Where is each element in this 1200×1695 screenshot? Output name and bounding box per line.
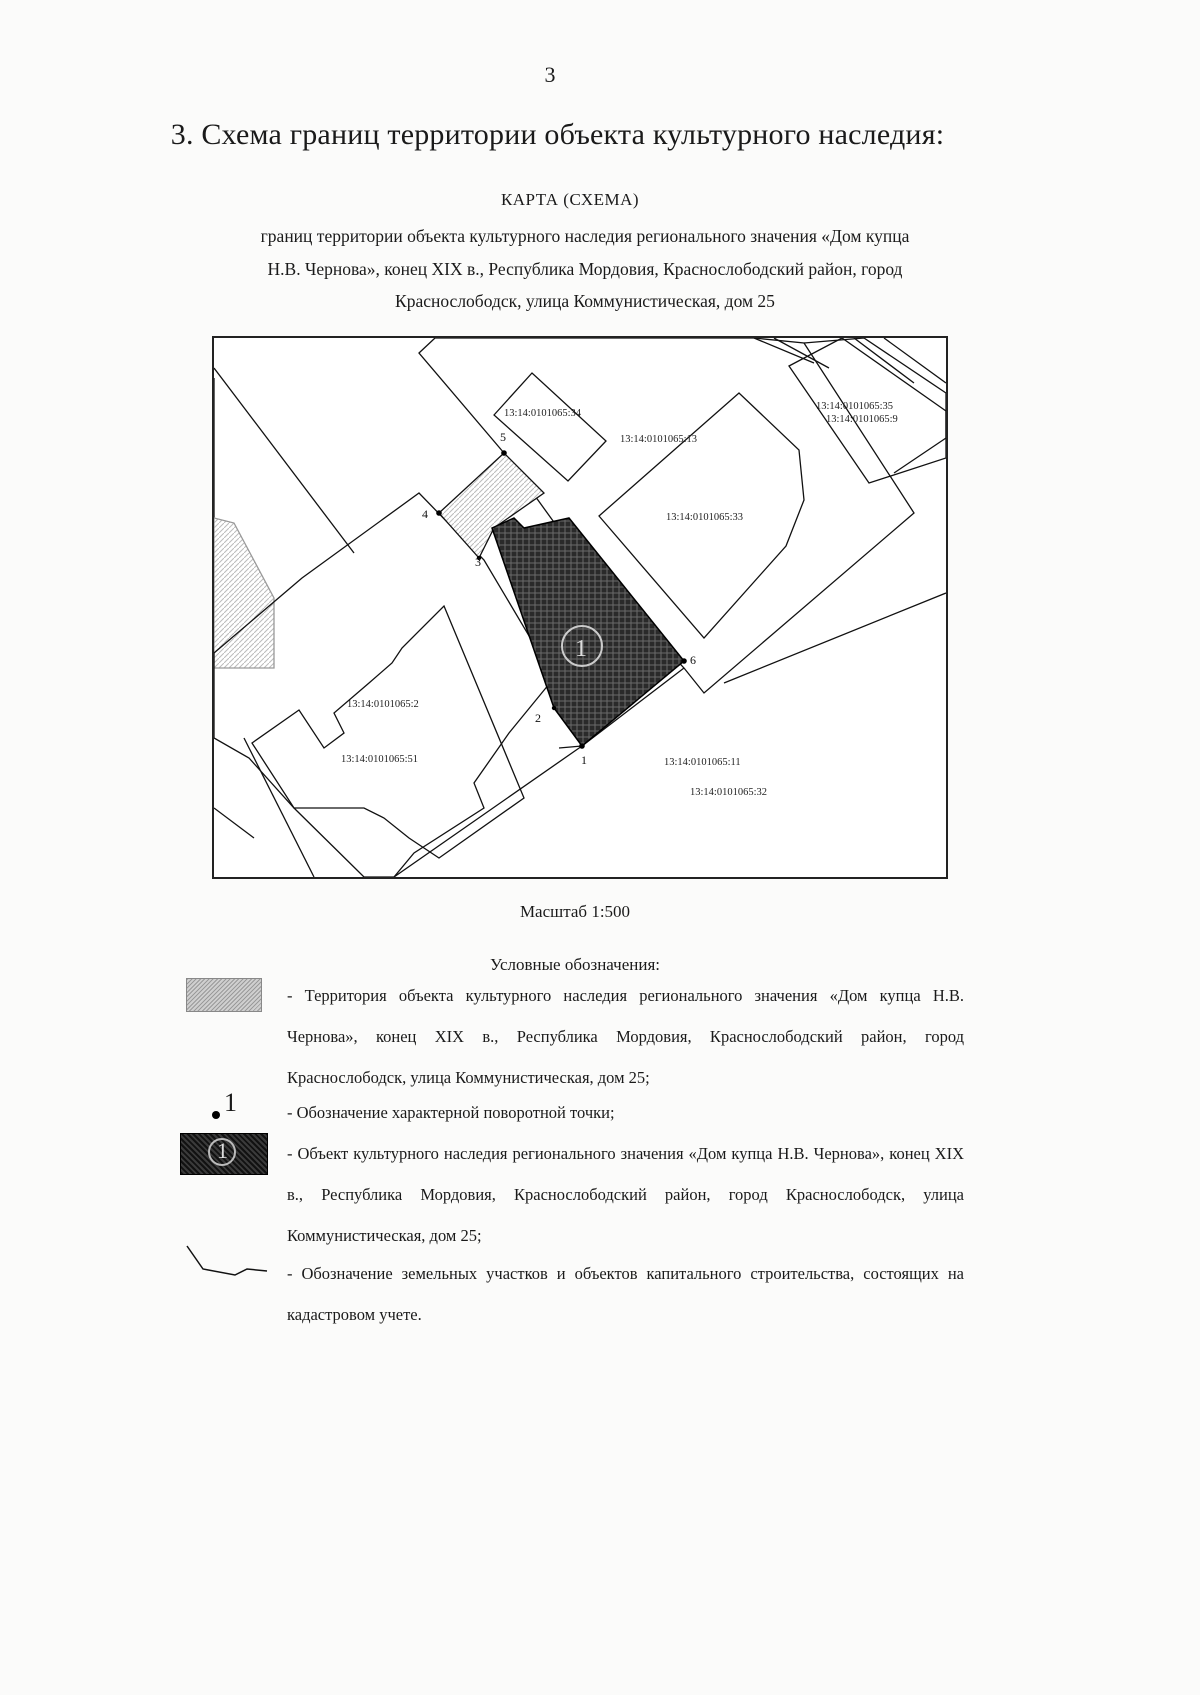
- turning-point-icon: [212, 1088, 242, 1122]
- legend-item-territory: - Территория объекта культурного наследия регионального значения «Дом купца Н.В. Чернова», конец XIX в., Республика Мордовия, Краснослободский район, город Краснослободск, улица Коммунистическая, дом 25;: [287, 986, 964, 1087]
- parcel-label-51: 13:14:0101065:51: [341, 754, 419, 765]
- map-svg: [214, 338, 946, 877]
- map-title: КАРТА (СХЕМА): [500, 190, 640, 209]
- point-label-1: 1: [581, 753, 587, 767]
- cadastral-boundary-icon: [185, 1243, 270, 1284]
- parcel-label-11: 13:14:0101065:11: [664, 757, 741, 768]
- point-label-3: 3: [475, 555, 481, 569]
- turning-point-number: 1: [224, 1088, 237, 1117]
- point-label-5: 5: [500, 430, 506, 444]
- section-title: 3. Схема границ территории объекта культурного наследия:: [170, 118, 945, 151]
- legend-item-heritage-object: - Объект культурного наследия регионального значения «Дом купца Н.В. Чернова», конец XIX в., Республика Мордовия, Краснослободский район, город Краснослободск, улица Коммунистическая, дом 25;: [287, 1144, 964, 1245]
- map-scale: Масштаб 1:500: [519, 902, 631, 921]
- turning-point-2: [552, 706, 556, 710]
- turning-point-6: [681, 658, 687, 664]
- turning-point-dot: [212, 1111, 220, 1119]
- building-51: [252, 606, 524, 858]
- heritage-object-icon: [180, 1133, 268, 1175]
- parcel-label-9: 13:14:0101065:9: [826, 414, 898, 425]
- object-marker-label: 1: [575, 636, 587, 662]
- turning-point-4: [436, 510, 442, 516]
- heritage-object-area: [492, 518, 684, 746]
- parcel-11: [394, 593, 946, 877]
- point-label-6: 6: [690, 653, 696, 667]
- parcel-label-34: 13:14:0101065:34: [504, 408, 582, 419]
- legend-item-turning-point: - Обозначение характерной поворотной точки;: [287, 1103, 615, 1122]
- hatched-territory-icon: [186, 978, 262, 1012]
- point-label-4: 4: [422, 507, 428, 521]
- point-label-2: 2: [535, 711, 541, 725]
- page-number: 3: [544, 62, 556, 87]
- legend-item-cadastral: - Обозначение земельных участков и объектов капитального строительства, состоящих на кадастровом учете.: [287, 1264, 964, 1324]
- parcel-label-2: 13:14:0101065:2: [347, 699, 419, 710]
- map-subtitle-line-3: Краснослободск, улица Коммунистическая, дом 25: [395, 291, 775, 311]
- heritage-marker-number: 1: [217, 1138, 228, 1163]
- turning-point-5: [501, 450, 507, 456]
- parcel-label-13: 13:14:0101065:13: [620, 434, 698, 445]
- legend-title: Условные обозначения:: [489, 955, 661, 974]
- map-subtitle-line-2: Н.В. Чернова», конец XIX в., Республика Мордовия, Краснослободский район, город: [267, 259, 903, 279]
- map-subtitle-line-1: границ территории объекта культурного наследия регионального значения «Дом купца: [260, 226, 910, 246]
- parcel-label-32: 13:14:0101065:32: [690, 787, 768, 798]
- parcel-label-33: 13:14:0101065:33: [666, 512, 744, 523]
- turning-point-1: [579, 743, 585, 749]
- cadastral-map: [212, 336, 948, 879]
- parcel-label-35: 13:14:0101065:35: [816, 401, 894, 412]
